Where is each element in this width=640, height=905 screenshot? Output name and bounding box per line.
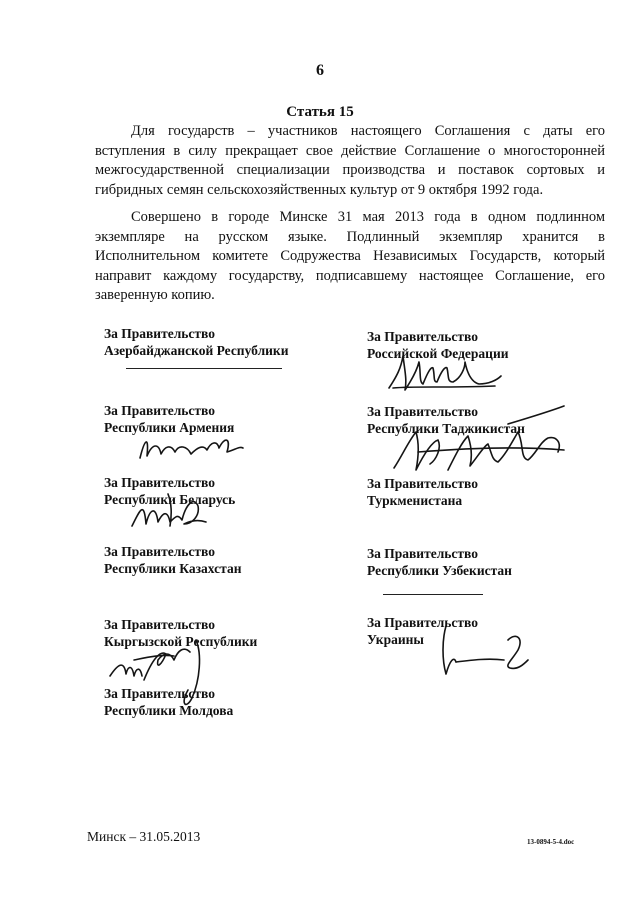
signatory-country: Украины: [367, 632, 424, 647]
signatory-country: Республики Казахстан: [104, 561, 242, 576]
paragraph-line: заверенную копию.: [95, 287, 215, 304]
signatory-label: За Правительство: [104, 544, 215, 559]
signature-armenia: [135, 428, 245, 468]
signature-russia: [385, 348, 505, 398]
signature-ukraine: [432, 620, 532, 680]
signature-line-azerbaijan: [126, 368, 282, 369]
signatory-country: Республики Армения: [104, 420, 235, 435]
paragraph-line: Исполнительном комитете Содружества Независимых Государств, который: [95, 248, 605, 265]
signature-belarus: [128, 490, 208, 532]
signatory-label: За Правительство: [104, 403, 215, 418]
paragraph-line: Совершено в городе Минске 31 мая 2013 года в одном подлинном: [131, 209, 605, 225]
signatory-moldova: [104, 685, 233, 719]
paragraph-line: вступления в силу прекращает свое действие Соглашение о многосторонней: [95, 142, 605, 159]
signatory-country: Республики Молдова: [104, 703, 234, 718]
paragraph-line: гибридных семян сельскохозяйственных культур от 9 октября 1992 года.: [95, 181, 544, 198]
paragraph-line: межгосударственной специализации производства и поставок сортовых и: [95, 162, 605, 179]
signatory-label: За Правительство: [104, 475, 215, 490]
signatory-label: За Правительство: [367, 615, 478, 630]
signatory-country: Республики Узбекистан: [367, 563, 512, 578]
signatory-country: Республики Беларусь: [104, 492, 236, 507]
footer-doc-code: 13-0894-5-4.doc: [527, 838, 575, 846]
signatory-label: За Правительство: [367, 476, 478, 491]
signature-line-uzbekistan: [383, 594, 483, 595]
signatory-country: Азербайджанской Республики: [104, 343, 289, 358]
signatory-label: За Правительство: [367, 546, 478, 561]
signatory-label: За Правительство: [104, 686, 215, 701]
signatory-country: Туркменистана: [367, 493, 463, 508]
paragraph-line: Для государств – участников настоящего Соглашения с даты его: [131, 123, 605, 139]
page-number: 6: [316, 62, 324, 79]
signatory-label: За Правительство: [104, 617, 215, 632]
signatory-country: Российской Федерации: [367, 346, 509, 361]
signature-tajikistan: [388, 402, 568, 484]
signatory-country: Кыргызской Республики: [104, 634, 258, 649]
paragraph-line: направит каждому государству, подписавшему настоящее Соглашение, его: [95, 267, 605, 284]
signatory-azerbaijan: [104, 325, 289, 359]
signatory-turkmenistan: [367, 475, 478, 509]
signatory-label: За Правительство: [367, 404, 478, 419]
paragraph-termination: [95, 122, 605, 200]
signatory-uzbekistan: [367, 545, 512, 579]
paragraph-done-at: [95, 208, 605, 306]
footer-place-date: Минск – 31.05.2013: [87, 829, 201, 844]
paragraph-line: экземпляре на русском языке. Подлинный экземпляр хранится в: [95, 228, 605, 245]
signatory-label: За Правительство: [367, 329, 478, 344]
article-title: Статья 15: [286, 104, 354, 120]
signatory-label: За Правительство: [104, 326, 215, 341]
signatory-country: Республики Таджикистан: [367, 421, 525, 436]
signatory-kazakhstan: [104, 543, 241, 577]
